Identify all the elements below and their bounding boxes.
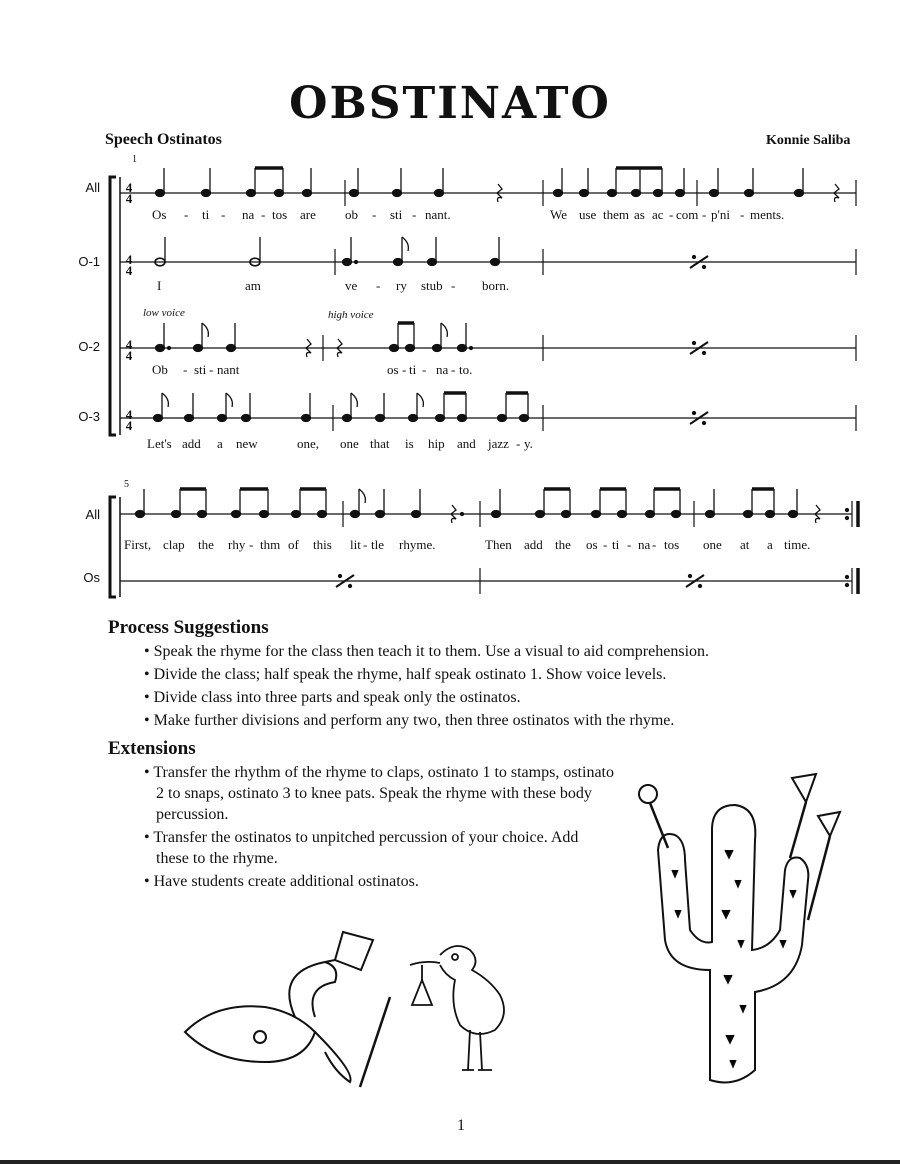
extensions-list xyxy=(144,762,614,892)
skull-cowbell-illustration xyxy=(175,922,415,1097)
stave-label-o1: O-1 xyxy=(78,254,100,269)
page-title: OBSTINATO xyxy=(289,78,611,129)
list-item: • Speak the rhyme for the class then teach it to them. Use a visual to aid comprehension. xyxy=(144,641,868,662)
list-item: • Transfer the rhythm of the rhyme to claps, ostinato 1 to stamps, ostinato 2 to snaps, ostinato 3 to knee pats. Speak the rhyme with these body percussion. xyxy=(144,762,614,825)
list-item: • Divide the class; half speak the rhyme, half speak ostinato 1. Show voice levels. xyxy=(144,664,868,685)
measure-number-1: 1 xyxy=(132,154,137,165)
stave-label-o2: O-2 xyxy=(78,339,100,354)
list-item: • Divide class into three parts and speak only the ostinatos. xyxy=(144,687,868,708)
notes-o3 xyxy=(154,393,709,425)
cactus-maracas-illustration xyxy=(630,770,860,1090)
extensions-section xyxy=(108,738,628,894)
stave-label-os: Os xyxy=(83,570,100,585)
process-heading: Process Suggestions xyxy=(108,617,269,638)
subtitle: Speech Ostinatos xyxy=(105,131,222,148)
measure-number-5: 5 xyxy=(124,479,129,490)
notes-o2 xyxy=(156,323,709,357)
bottom-rule xyxy=(0,1160,900,1164)
bird-triangle-illustration xyxy=(400,935,550,1075)
voice-label-high: high voice xyxy=(328,309,374,321)
voice-label-low: low voice xyxy=(143,307,185,319)
stave-label-all: All xyxy=(85,180,100,195)
stave-label-all-2: All xyxy=(85,507,100,522)
list-item: • Transfer the ostinatos to unpitched percussion of your choice. Add these to the rhyme. xyxy=(144,827,614,869)
process-list xyxy=(144,641,868,731)
time-signature: 4 4 xyxy=(125,407,133,433)
time-signature: 4 4 xyxy=(125,252,133,278)
list-item: • Make further divisions and perform any two, then three ostinatos with the rhyme. xyxy=(144,710,868,731)
notes-all-1 xyxy=(156,168,840,202)
time-signature: 4 4 xyxy=(125,180,133,206)
system-bracket-2 xyxy=(110,497,116,597)
time-signature: 4 4 xyxy=(125,337,133,363)
final-barline xyxy=(846,501,859,594)
page-number: 1 xyxy=(457,1117,465,1134)
stave-label-o3: O-3 xyxy=(78,409,100,424)
extensions-heading: Extensions xyxy=(108,738,196,759)
composer: Konnie Saliba xyxy=(766,133,851,148)
list-item: • Have students create additional ostinatos. xyxy=(144,871,614,892)
notes-o1 xyxy=(155,237,708,269)
process-section xyxy=(108,617,868,733)
notes-all-2 xyxy=(136,489,821,523)
system-bracket xyxy=(110,177,116,435)
